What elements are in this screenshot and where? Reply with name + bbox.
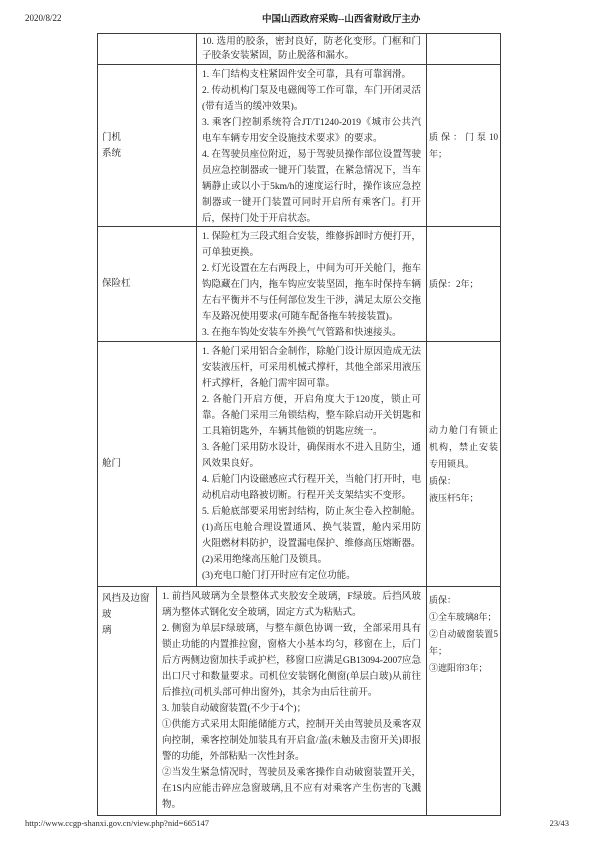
text-line: ③遮阳帘3年； xyxy=(429,663,488,673)
header-date: 2020/8/22 xyxy=(25,13,62,23)
text-line: 1. 车门结构支柱紧固件安全可靠，具有可靠润滑。 xyxy=(202,70,412,80)
text-line: (1)高压电舱合理设置通风、换气装置，舱内采用防火阻燃材料防护，设置漏电保护、维修高压熔断器。 xyxy=(202,523,421,549)
table-row-hatch-doors xyxy=(98,341,500,586)
text-line: ①供能方式采用太阳能储能方式，控制开关由驾驶员及乘客双向控制，乘客控制处加装具有开启盒/盖(未触及击窗开关)即报警的功能，外部粘贴一次性封条。 xyxy=(162,720,421,762)
text-line: 动力舱门有锁止机构，禁止安装专用锁具。 xyxy=(429,424,498,469)
text-line: 4. 在驾驶员座位附近，易于驾驶员操作部位设置驾驶员应急控制器或一键开门装置，在紧急情况下，当车辆静止或以小于5km/h的速度运行时，操作该应急控制器或一键开门装置可同时开启所有乘客门。打开后，保持门处于开启状态。 xyxy=(202,150,421,224)
text-line: 5. 后舱底部要采用密封结构，防止灰尘卷入控制舱。 xyxy=(202,507,421,517)
text-line: 质保：2年； xyxy=(429,278,479,289)
text-line: 质保： xyxy=(429,475,457,486)
table-row-bumper xyxy=(98,226,500,341)
text-line: 保险杠 xyxy=(102,279,131,289)
text-line: (3)充电口舱门打开时应有定位功能。 xyxy=(202,571,356,581)
footer-url: http://www.ccgp-shanxi.gov.cn/view.php?nid=665147 xyxy=(25,818,209,828)
row-warranty xyxy=(426,587,500,815)
text-line: 2. 传动机构门泵及电磁阀等工作可靠，车门开闭灵活(带有适当的缓冲效果)。 xyxy=(202,86,421,112)
spec-table xyxy=(97,33,501,816)
text-line: 4. 后舱门内设磁感应式行程开关，当舱门打开时，电动机启动电路被切断。行程开关支架结实不变形。 xyxy=(202,475,421,501)
text-line: ②自动破窗装置5年； xyxy=(429,629,498,656)
row-warranty xyxy=(426,342,500,586)
text-line: 舱门 xyxy=(102,459,122,469)
text-line: 2. 各舱门开启方便，开启角度大于120度，锁止可靠。各舱门采用三角锁结构，整车除启动开关钥匙和工具箱钥匙外，车辆其他锁的钥匙应统一。 xyxy=(202,395,421,437)
table-row-door-system xyxy=(98,64,500,226)
text-line: 1. 保险杠为三段式组合安装，维修拆卸时方便打开，可单独更换。 xyxy=(202,232,421,258)
row-warranty xyxy=(426,65,500,226)
row-label-empty xyxy=(98,34,196,64)
row-warranty xyxy=(426,227,500,341)
row-content xyxy=(196,34,426,64)
text-line: ②当发生紧急情况时，驾驶员及乘客操作自动破窗装置开关，在1S内应能击碎应急窗玻璃,且不应有对乘客产生伤害的飞溅物。 xyxy=(162,768,421,810)
text-line: 质保： xyxy=(429,595,457,605)
row-label xyxy=(98,65,196,226)
row-content xyxy=(196,342,426,586)
text-line: 系统 xyxy=(102,148,122,159)
text-line: 2. 灯光设置在左右两段上，中间为可开关舱门，拖车钩隐藏在门内，拖车钩应安装坚固，拖车时保持车辆左右平衡并不与任何部位发生干涉，满足太原公交拖车及路况使用要求(可随车配备拖车转接装置)。 xyxy=(202,264,421,322)
text-line: 3. 加装自动破窗装置(不少于4个)； xyxy=(162,704,307,714)
footer-page-number: 23/43 xyxy=(549,818,569,828)
row-warranty-empty xyxy=(426,34,500,64)
text-line: 风挡及边窗玻 xyxy=(102,594,150,620)
text-line: 门机 xyxy=(102,132,122,143)
row-content xyxy=(156,587,426,815)
text-line: ①全车玻璃8年； xyxy=(429,612,497,622)
text-line: 1. 前挡风玻璃为全景整体式夹胶安全玻璃，F绿玻。后挡风玻璃为整体式钢化安全玻璃，固定方式为粘贴式。 xyxy=(162,592,421,618)
text-line: 3. 在拖车钩处安装车外换气气管路和快速接头。 xyxy=(202,328,402,338)
text-line: 质保：门泵10年； xyxy=(429,131,498,159)
row-label xyxy=(98,587,156,815)
text-line: 2. 侧窗为单层F绿玻璃，与整车颜色协调一致，全部采用具有锁止功能的内置推拉窗，窗格大小基本均匀，移窗在上，后门后方两侧边窗加扶手或护栏，移窗口应满足GB13094-2007应急出口尺寸和数量要求。司机位安装钢化侧窗(单层白玻)从前往后推拉(司机头部可伸出窗外)，其余为由后往前开。 xyxy=(162,624,421,698)
row-content xyxy=(196,65,426,226)
row-content xyxy=(196,227,426,341)
text-line: 1. 各舱门采用铝合金制作，除舱门设计原因造成无法安装液压杆，可采用机械式撑杆，其他全部采用液压杆式撑杆，各舱门需牢固可靠。 xyxy=(202,347,421,389)
table-row-windshield-glass xyxy=(98,586,500,815)
table-row-continued xyxy=(98,34,500,64)
text-line: 10. 选用的胶条，密封良好，防老化变形。门框和门子胶条安装紧固，防止脱落和漏水。 xyxy=(202,37,421,61)
text-line: 液压杆5年； xyxy=(429,492,479,503)
row-label xyxy=(98,342,196,586)
page-title: 中国山西政府采购--山西省财政厅主办 xyxy=(262,15,421,25)
text-line: 3. 乘客门控制系统符合JT/T1240-2019《城市公共汽电车车辆专用安全设施技术要求》的要求。 xyxy=(202,118,421,144)
text-line: 3. 各舱门采用防水设计，确保雨水不进入且防尘，通风效果良好。 xyxy=(202,443,421,469)
row-label xyxy=(98,227,196,341)
text-line: 璃 xyxy=(102,626,112,636)
text-line: (2)采用绝缘高压舱门及锁具。 xyxy=(202,555,328,565)
